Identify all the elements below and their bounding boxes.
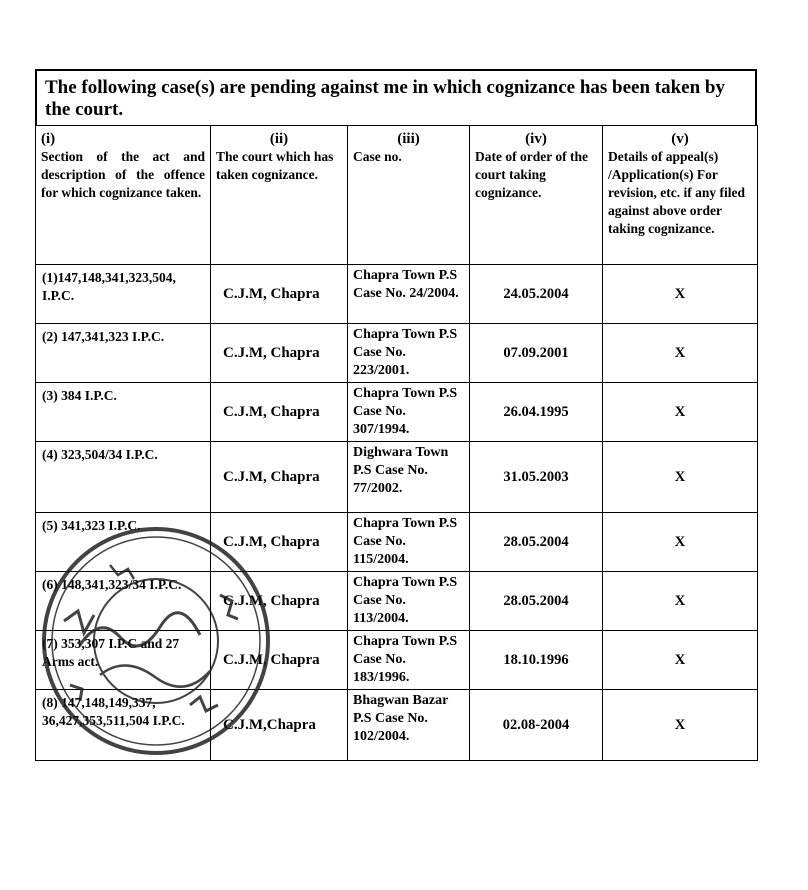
cell-section: (2) 147,341,323 I.P.C. [36, 324, 211, 383]
header-label: Case no. [353, 149, 402, 164]
header-cell-section [36, 126, 211, 265]
cell-court: C.J.M,Chapra [211, 690, 348, 761]
cell-date: 26.04.1995 [470, 383, 603, 442]
cell-case-no: Bhagwan Bazar P.S Case No. 102/2004. [348, 690, 470, 761]
cell-case-no: Chapra Town P.S Case No. 223/2001. [348, 324, 470, 383]
cell-court: C.J.M, Chapra [211, 572, 348, 631]
cell-date: 28.05.2004 [470, 513, 603, 572]
cell-court: C.J.M, Chapra [211, 383, 348, 442]
cell-case-no: Chapra Town P.S Case No. 307/1994. [348, 383, 470, 442]
table-row [36, 442, 758, 513]
cell-date: 28.05.2004 [470, 572, 603, 631]
header-num: (v) [671, 131, 689, 147]
header-num: (i) [41, 131, 56, 147]
cell-section: (6) 148,341,323/34 I.P.C. [36, 572, 211, 631]
cell-section: (5) 341,323 I.P.C. [36, 513, 211, 572]
cell-details: X [603, 631, 758, 690]
cell-details: X [603, 265, 758, 324]
cell-details: X [603, 690, 758, 761]
cell-date: 02.08-2004 [470, 690, 603, 761]
header-cell-date [470, 126, 603, 265]
cell-date: 18.10.1996 [470, 631, 603, 690]
cell-court: C.J.M, Chapra [211, 442, 348, 513]
cell-section: (7) 353,307 I.P.C and 27 Arms act. [36, 631, 211, 690]
header-label: Date of order of the court taking cognizance. [475, 149, 588, 200]
cell-court: C.J.M, Chapra [211, 265, 348, 324]
cell-date: 24.05.2004 [470, 265, 603, 324]
cell-section: (4) 323,504/34 I.P.C. [36, 442, 211, 513]
table-row [36, 631, 758, 690]
table-header-row [36, 126, 758, 265]
table-row [36, 265, 758, 324]
table-body [36, 265, 758, 761]
header-num: (iii) [397, 131, 420, 147]
cell-case-no: Chapra Town P.S Case No. 115/2004. [348, 513, 470, 572]
cell-details: X [603, 324, 758, 383]
cell-details: X [603, 513, 758, 572]
document-sheet [35, 69, 757, 761]
table-row [36, 572, 758, 631]
header-num: (ii) [269, 131, 289, 147]
cell-case-no: Chapra Town P.S Case No. 113/2004. [348, 572, 470, 631]
header-label: Section of the act and description of the offence for which cognizance taken. [41, 149, 205, 200]
header-cell-details [603, 126, 758, 265]
cell-court: C.J.M, Chapra [211, 324, 348, 383]
cell-court: C.J.M, Chapra [211, 631, 348, 690]
table-row [36, 690, 758, 761]
page-title: The following case(s) are pending against me in which cognizance has been taken by the court. [35, 69, 757, 125]
table-row [36, 324, 758, 383]
header-cell-court [211, 126, 348, 265]
table-row [36, 383, 758, 442]
cell-section: (3) 384 I.P.C. [36, 383, 211, 442]
header-label: Details of appeal(s) /Application(s) For revision, etc. if any filed against above order taking cognizance. [608, 149, 745, 236]
cell-case-no: Chapra Town P.S Case No. 183/1996. [348, 631, 470, 690]
cases-table [35, 125, 758, 761]
header-num: (iv) [525, 131, 547, 147]
cell-date: 07.09.2001 [470, 324, 603, 383]
header-label: The court which has taken cognizance. [216, 149, 334, 182]
header-cell-case-no [348, 126, 470, 265]
cell-section: (1)147,148,341,323,504, I.P.C. [36, 265, 211, 324]
cell-case-no: Chapra Town P.S Case No. 24/2004. [348, 265, 470, 324]
table-row [36, 513, 758, 572]
cell-details: X [603, 383, 758, 442]
cell-case-no: Dighwara Town P.S Case No. 77/2002. [348, 442, 470, 513]
cell-details: X [603, 442, 758, 513]
cell-date: 31.05.2003 [470, 442, 603, 513]
cell-court: C.J.M, Chapra [211, 513, 348, 572]
cell-details: X [603, 572, 758, 631]
cell-section: (8) 147,148,149,337, 36,427,353,511,504 I.P.C. [36, 690, 211, 761]
